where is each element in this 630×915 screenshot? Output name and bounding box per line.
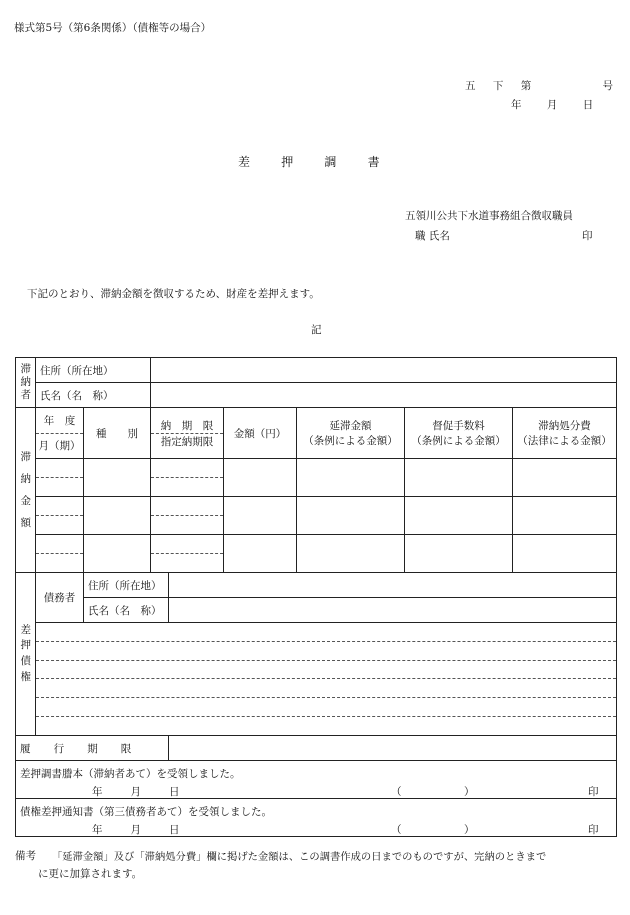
receipt1-seal: 印 [588, 786, 599, 798]
remarks-line-2: に更に加算されます。 [38, 868, 143, 880]
row3-proc[interactable] [513, 535, 617, 573]
date-month: 月 [546, 99, 558, 111]
col-fee: 督促手数料 （条例による金額） [405, 408, 513, 459]
col-type: 種 別 [84, 408, 151, 459]
doc-date [511, 97, 593, 112]
receipt2-date: 年 月 日 [92, 824, 180, 836]
seized-label: 差押債権 [16, 573, 36, 736]
amount-label: 滞納金額 [16, 408, 36, 573]
row2-late[interactable] [297, 497, 405, 535]
debtor-name-field[interactable] [169, 598, 617, 623]
seized-detail-area[interactable] [36, 623, 617, 736]
form-number: 様式第5号（第6条関係）（債権等の場合） [14, 22, 212, 34]
receipt2-seal: 印 [588, 824, 599, 836]
row2-due[interactable] [151, 497, 224, 535]
ki-mark: 記 [311, 324, 322, 336]
row1-proc[interactable] [513, 459, 617, 497]
performance-label: 履 行 期 限 [16, 736, 169, 761]
row2-fee[interactable] [405, 497, 513, 535]
row2-amount[interactable] [224, 497, 297, 535]
receipt-row-2[interactable] [16, 799, 617, 837]
receipt2-text: 債権差押通知書（第三債務者あて）を受領しました。 [20, 806, 272, 818]
debtor-address-label: 住所（所在地） [84, 573, 169, 598]
row2-year[interactable] [36, 497, 84, 535]
delinquent-label: 滞納者 [16, 358, 36, 408]
receipt1-paren-open: （ [391, 786, 402, 798]
doc-no-gou: 号 [602, 80, 614, 92]
row3-due[interactable] [151, 535, 224, 573]
col-due: 納 期 限 指定納期限 [151, 408, 224, 459]
row2-proc[interactable] [513, 497, 617, 535]
row3-amount[interactable] [224, 535, 297, 573]
date-day: 日 [582, 99, 594, 111]
performance-field[interactable] [169, 736, 617, 761]
debtor-label: 債務者 [36, 573, 84, 623]
issuer-seal: 印 [582, 230, 593, 242]
doc-no-dai: 第 [520, 80, 532, 92]
remarks-label: 備考 [15, 850, 36, 862]
receipt2-paren-open: （ [391, 824, 402, 836]
row1-fee[interactable] [405, 459, 513, 497]
doc-number [465, 78, 613, 93]
address-label: 住所（所在地） [36, 358, 151, 383]
row1-late[interactable] [297, 459, 405, 497]
seizure-table [15, 357, 617, 837]
row3-fee[interactable] [405, 535, 513, 573]
debtor-name-label: 氏名（名 称） [84, 598, 169, 623]
remarks-line-1: 「延滞金額」及び「滞納処分費」欄に掲げた金額は、この調書作成の日までのものですが、完納のときまで [52, 851, 547, 863]
row1-amount[interactable] [224, 459, 297, 497]
doc-no-go: 五 [465, 80, 476, 92]
doc-no-ge: 下 [492, 80, 504, 92]
receipt1-text: 差押調書謄本（滞納者あて）を受領しました。 [20, 768, 241, 780]
page-title: 差押調書 [238, 155, 411, 169]
issuer-org: 五領川公共下水道事務組合徴収職員 [405, 210, 573, 222]
debtor-address-field[interactable] [169, 573, 617, 598]
name-label: 氏名（名 称） [36, 383, 151, 408]
receipt1-paren-close: ） [464, 786, 475, 798]
issuer-name-label: 職 氏名 [415, 230, 450, 242]
row1-year[interactable] [36, 459, 84, 497]
name-field[interactable] [151, 383, 617, 408]
address-field[interactable] [151, 358, 617, 383]
col-year: 年 度 月（期） [36, 408, 84, 459]
row1-due[interactable] [151, 459, 224, 497]
col-amount: 金額（円） [224, 408, 297, 459]
col-late: 延滞金額 （条例による金額） [297, 408, 405, 459]
row3-year[interactable] [36, 535, 84, 573]
col-proc: 滞納処分費 （法律による金額） [513, 408, 617, 459]
receipt1-date: 年 月 日 [92, 786, 180, 798]
row2-type[interactable] [84, 497, 151, 535]
row3-late[interactable] [297, 535, 405, 573]
receipt-row-1[interactable] [16, 761, 617, 799]
receipt2-paren-close: ） [464, 824, 475, 836]
row3-type[interactable] [84, 535, 151, 573]
row1-type[interactable] [84, 459, 151, 497]
date-year: 年 [511, 99, 522, 111]
intro-text: 下記のとおり、滞納金額を徴収するため、財産を差押えます。 [27, 288, 320, 300]
